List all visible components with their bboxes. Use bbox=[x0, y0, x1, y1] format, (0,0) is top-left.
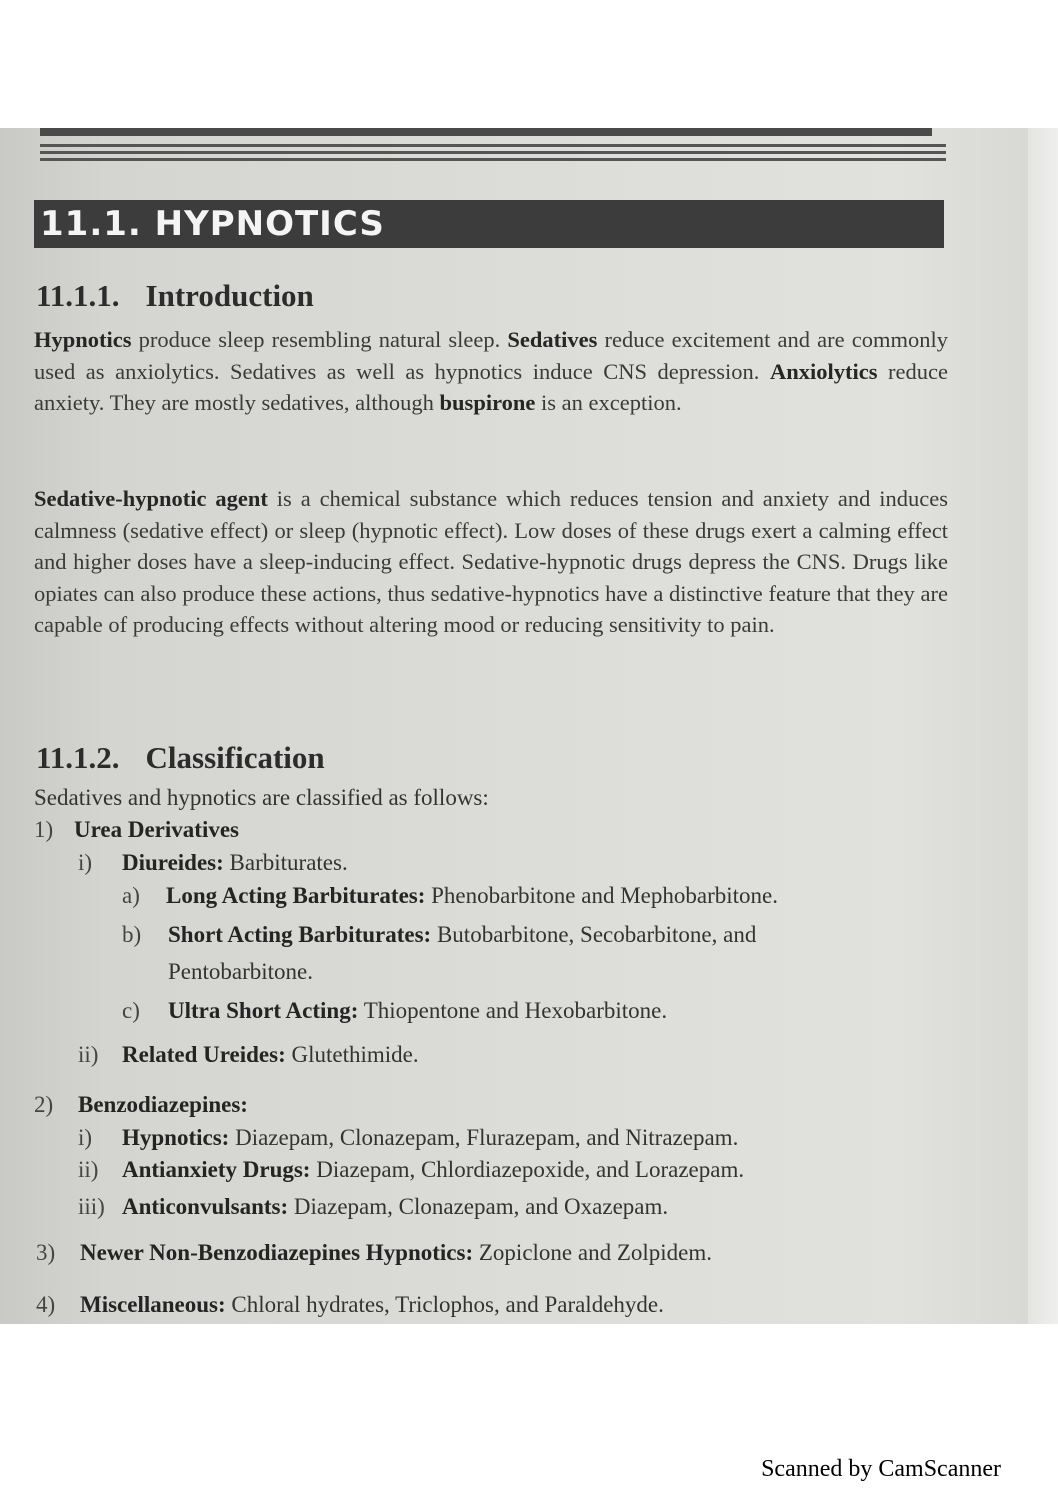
p1-run: is an exception. bbox=[535, 390, 682, 415]
item-label: Ultra Short Acting: bbox=[168, 998, 359, 1023]
item-text: Glutethimide. bbox=[285, 1042, 419, 1067]
classification-item bbox=[78, 1155, 744, 1185]
item-text: Diazepam, Chlordiazepoxide, and Lorazepam. bbox=[310, 1157, 745, 1182]
item-label: Diureides: bbox=[122, 850, 224, 875]
p1-run: Sedatives bbox=[507, 327, 598, 352]
item-text: Phenobarbitone and Mephobarbitone. bbox=[425, 883, 778, 908]
p2-run: is a chemical substance which reduces tension and anxiety and induces calmness (sedative effect) or sleep (hypnotic effect). Low doses of these drugs exert a calming effect and higher doses have a sleep-inducing effect. Sedative-hypnotic drugs depress the CNS. Drugs like opiates can also produce these actions, thus sedative-hypnotics have a distinctive feature that they are capable of producing effects without altering mood or reducing sensitivity to pain. bbox=[34, 486, 949, 637]
item-label: Short Acting Barbiturates: bbox=[168, 922, 432, 947]
classification-item bbox=[122, 920, 756, 950]
item-marker: i) bbox=[78, 850, 93, 875]
intro-heading-title: Introduction bbox=[145, 278, 314, 313]
classification-item bbox=[34, 1090, 248, 1120]
classification-item bbox=[78, 1040, 419, 1070]
item-text: Zopiclone and Zolpidem. bbox=[473, 1240, 713, 1265]
item-marker: i) bbox=[78, 1125, 93, 1150]
p1-run: reduce excitement and are commonly used as anxiolytics. Sedatives as well as hypnotics induce CNS depression. bbox=[34, 327, 948, 384]
scanner-footer: Scanned by CamScanner bbox=[761, 1456, 1001, 1482]
classification-item bbox=[78, 1123, 738, 1153]
item-label: Urea Derivatives bbox=[74, 817, 239, 842]
intro-paragraph-1 bbox=[34, 324, 948, 419]
item-label: Hypnotics: bbox=[122, 1125, 230, 1150]
classification-item bbox=[122, 881, 778, 911]
item-marker: 1) bbox=[34, 817, 54, 842]
item-marker: 4) bbox=[36, 1292, 56, 1317]
intro-heading bbox=[36, 278, 314, 314]
item-label: Benzodiazepines: bbox=[78, 1092, 248, 1117]
classification-item bbox=[78, 848, 348, 878]
classification-heading bbox=[36, 740, 325, 776]
classification-lead: Sedatives and hypnotics are classified as follows: bbox=[34, 785, 489, 810]
item-label: Antianxiety Drugs: bbox=[122, 1157, 311, 1182]
page-edge-strip bbox=[1028, 128, 1058, 1324]
p1-run: reduce anxiety. They are mostly sedatives, although bbox=[34, 358, 948, 415]
header-rules bbox=[40, 144, 946, 164]
classification-item bbox=[168, 957, 313, 987]
p1-run: buspirone bbox=[439, 390, 536, 415]
item-text: Barbiturates. bbox=[223, 850, 348, 875]
item-marker: iii) bbox=[78, 1194, 105, 1219]
item-text: Diazepam, Clonazepam, and Oxazepam. bbox=[288, 1194, 669, 1219]
p1-run: Anxiolytics bbox=[769, 358, 878, 384]
item-label: Anticonvulsants: bbox=[122, 1194, 289, 1219]
intro-heading-number: 11.1.1. bbox=[36, 278, 120, 313]
classification-item bbox=[122, 996, 667, 1026]
item-label: Miscellaneous: bbox=[80, 1292, 226, 1317]
item-marker: ii) bbox=[78, 1157, 99, 1182]
item-marker: a) bbox=[122, 883, 140, 908]
item-label: Long Acting Barbiturates: bbox=[166, 883, 426, 908]
banner-title: 11.1. HYPNOTICS bbox=[40, 204, 385, 244]
item-label: Newer Non-Benzodiazepines Hypnotics: bbox=[80, 1240, 474, 1265]
p1-run: produce sleep resembling natural sleep. bbox=[131, 327, 508, 352]
item-marker: 3) bbox=[36, 1240, 56, 1265]
classification-item bbox=[34, 815, 239, 845]
p2-run: Sedative-hypnotic agent bbox=[34, 486, 268, 511]
item-text: Butobarbitone, Secobarbitone, and bbox=[431, 922, 757, 947]
classification-item bbox=[36, 1238, 712, 1268]
item-marker: b) bbox=[122, 922, 142, 947]
item-text: Diazepam, Clonazepam, Flurazepam, and Nitrazepam. bbox=[229, 1125, 739, 1150]
intro-paragraph-2 bbox=[34, 483, 948, 641]
classification-item bbox=[78, 1192, 668, 1222]
item-marker: c) bbox=[122, 998, 140, 1023]
section-banner bbox=[34, 200, 944, 248]
p1-run: Hypnotics bbox=[34, 327, 132, 352]
item-text: Pentobarbitone. bbox=[168, 959, 313, 984]
item-text: Thiopentone and Hexobarbitone. bbox=[358, 998, 668, 1023]
item-text: Chloral hydrates, Triclophos, and Paraldehyde. bbox=[225, 1292, 664, 1317]
item-marker: 2) bbox=[34, 1092, 54, 1117]
item-marker: ii) bbox=[78, 1042, 99, 1067]
classification-heading-title: Classification bbox=[145, 740, 325, 775]
classification-heading-number: 11.1.2. bbox=[36, 740, 120, 775]
item-label: Related Ureides: bbox=[122, 1042, 286, 1067]
top-dark-bar bbox=[40, 128, 932, 136]
classification-item bbox=[36, 1290, 664, 1320]
